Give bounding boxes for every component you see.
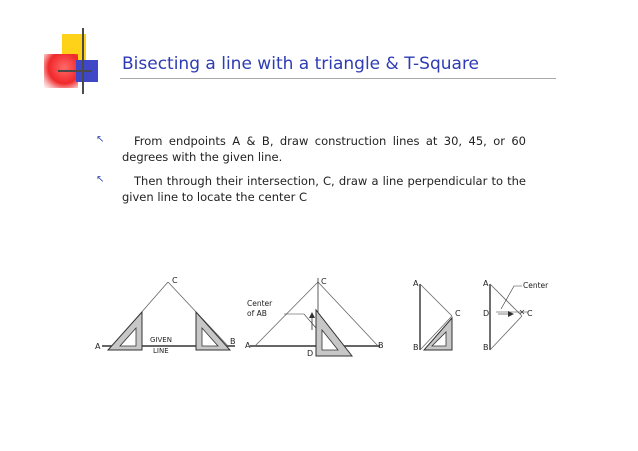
figure-panel-2 — [245, 277, 384, 358]
bullet-item — [96, 133, 526, 165]
label-c: C — [321, 277, 327, 286]
label-b: B — [230, 337, 236, 346]
bullet-text: Then through their intersection, C, draw a line perpendicular to the given line to locate the center C — [122, 174, 526, 204]
slide-logo — [0, 0, 120, 100]
bullet-item — [96, 173, 526, 205]
title-divider — [120, 78, 556, 79]
logo-vertical-line — [82, 28, 84, 94]
of-ab-label: of AB — [247, 309, 267, 318]
bullet-list — [96, 133, 526, 213]
label-c: C — [455, 309, 461, 318]
label-a: A — [245, 341, 251, 350]
bisection-figure — [90, 270, 560, 380]
logo-horizontal-line — [58, 70, 92, 72]
label-d: D — [307, 349, 314, 358]
label-b: B — [483, 343, 489, 352]
label-c: C — [172, 276, 178, 285]
label-a: A — [413, 279, 419, 288]
center-label: Center — [523, 281, 549, 290]
label-c: C — [527, 309, 533, 318]
center-label: Center — [247, 299, 273, 308]
figure-panel-3 — [413, 279, 461, 352]
slide-title: Bisecting a line with a triangle & T-Square — [122, 54, 480, 74]
label-b: B — [378, 341, 384, 350]
given-label: GIVEN — [150, 336, 172, 344]
line-label: LINE — [153, 347, 169, 355]
figure-panel-4 — [483, 279, 549, 352]
label-b: B — [413, 343, 419, 352]
arrow-bullet-icon: ↖ — [96, 134, 105, 145]
figure-panel-1 — [95, 276, 236, 355]
label-d: D — [483, 309, 490, 318]
label-a: A — [483, 279, 489, 288]
bullet-text: From endpoints A & B, draw construction lines at 30, 45, or 60 degrees with the given line. — [122, 134, 526, 164]
label-a: A — [95, 342, 101, 351]
arrow-bullet-icon: ↖ — [96, 174, 105, 185]
